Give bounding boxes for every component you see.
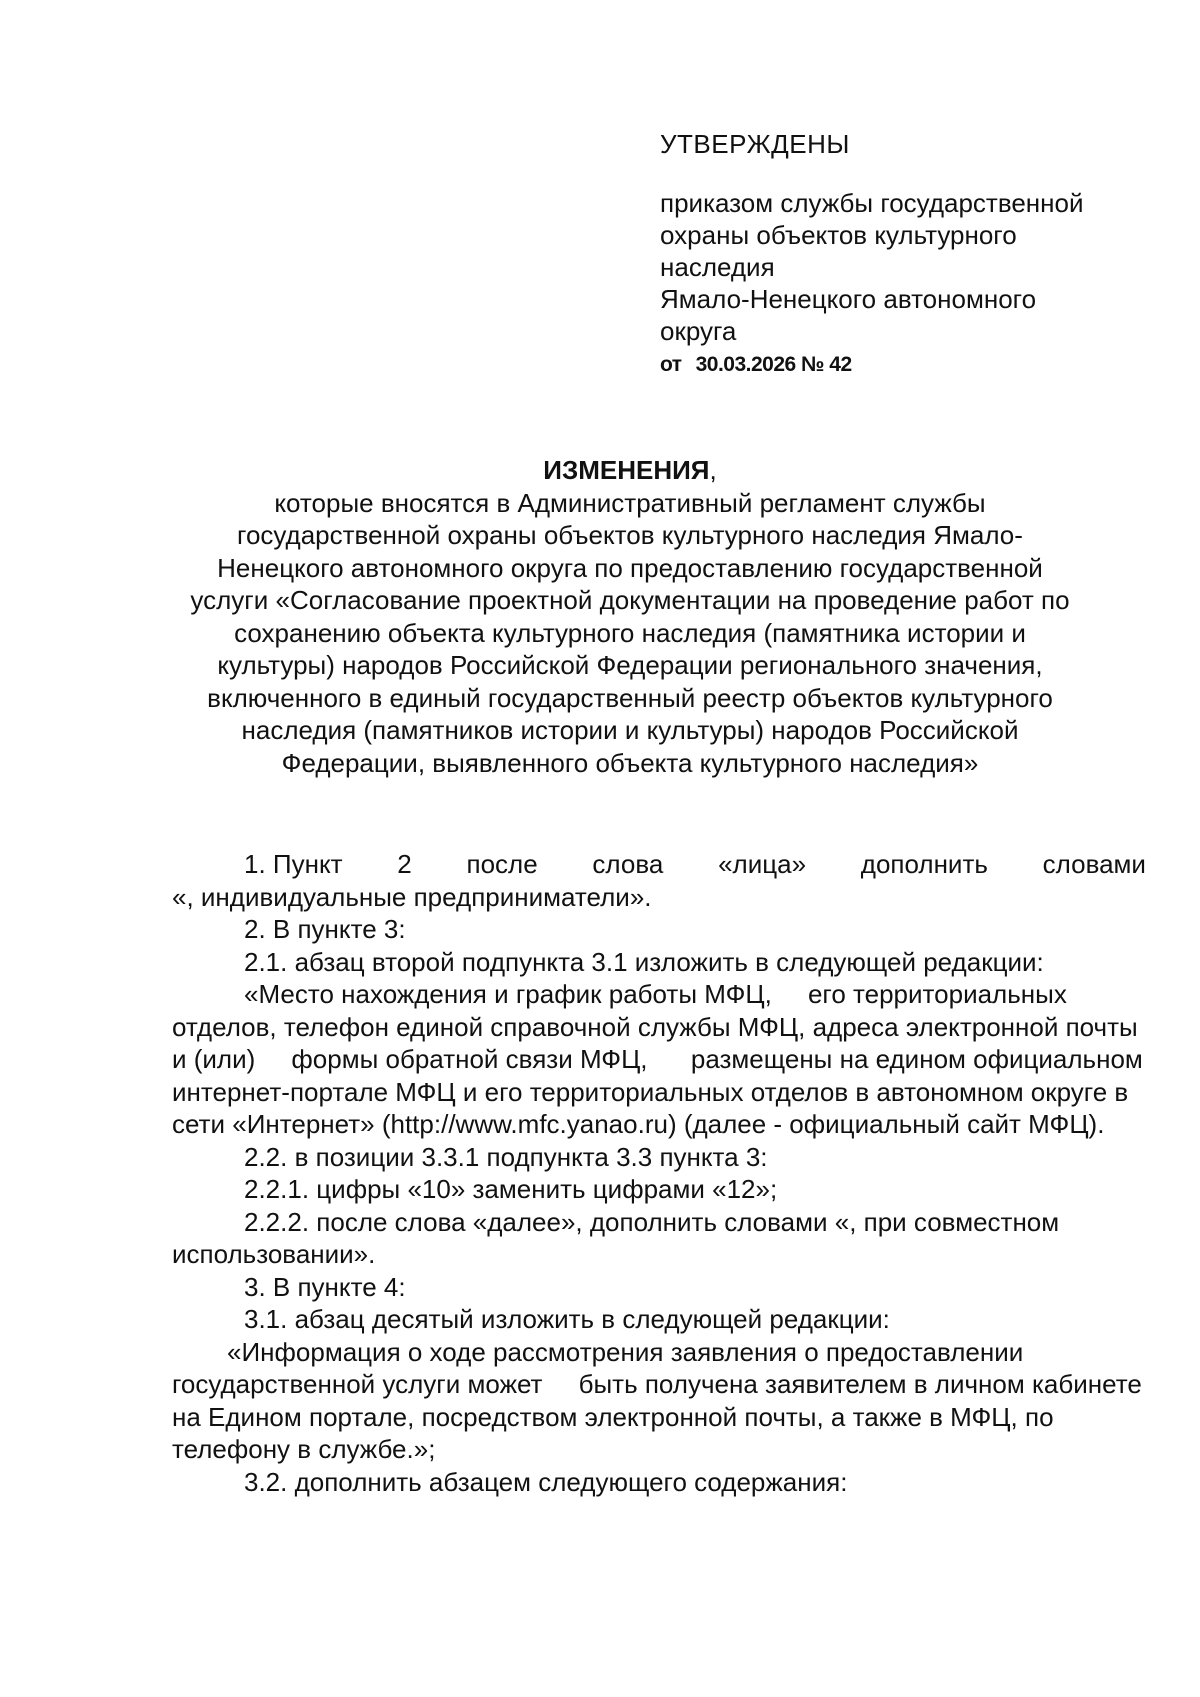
order-date bbox=[660, 351, 1140, 379]
paragraph-2-2: 2.2. в позиции 3.3.1 подпункта 3.3 пункта 3: bbox=[244, 1141, 768, 1172]
paragraph-2-2-1: 2.2.1. цифры «10» заменить цифрами «12»; bbox=[244, 1174, 778, 1204]
title-line: государственной охраны объектов культурного наследия Ямало- bbox=[237, 520, 1023, 550]
order-line: приказом службы государственной bbox=[660, 188, 1084, 218]
title-line: Федерации, выявленного объекта культурного наследия» bbox=[281, 747, 979, 778]
order-line: наследия bbox=[660, 252, 775, 282]
title-line: услуги «Согласование проектной документации на проведение работ по bbox=[190, 585, 1070, 615]
title-line: культуры) народов Российской Федерации регионального значения, bbox=[217, 650, 1043, 680]
date-value: 30.03.2026 № 42 bbox=[695, 353, 852, 376]
p1-word: дополнить bbox=[860, 849, 988, 879]
p1-word: слова bbox=[592, 849, 664, 879]
title-line: сохранению объекта культурного наследия (памятника истории и bbox=[234, 617, 1026, 648]
paragraph-3-2: 3.2. дополнить абзацем следующего содержания: bbox=[244, 1466, 848, 1497]
paragraph-1-continuation: «, индивидуальные предприниматели». bbox=[172, 881, 652, 912]
approval-block bbox=[660, 128, 1140, 379]
paragraph-2: 2. В пункте 3: bbox=[244, 914, 406, 944]
title-line: включенного в единый государственный реестр объектов культурного bbox=[207, 682, 1053, 713]
order-line: Ямало-Ненецкого автономного bbox=[660, 284, 1037, 314]
p1-word: после bbox=[466, 849, 538, 879]
p1-word: «лица» bbox=[718, 849, 807, 879]
title-line: наследия (памятников истории и культуры) народов Российской bbox=[241, 715, 1019, 745]
order-line: охраны объектов культурного bbox=[660, 220, 1017, 250]
p1-word: 1. Пункт bbox=[244, 849, 343, 879]
document-title bbox=[170, 454, 1090, 779]
title-heading bbox=[170, 454, 1090, 487]
paragraph-3-1-quote: «Информация о ходе рассмотрения заявления о предоставлении государственной услуги может быть получена заявителем в личном кабинете на Едином портале, посредством электронной почты, а также в МФЦ, по телефону в службе.»; bbox=[172, 1336, 1150, 1464]
paragraph-3: 3. В пункте 4: bbox=[244, 1271, 406, 1302]
p1-word: 2 bbox=[397, 849, 412, 879]
order-line: округа bbox=[660, 316, 737, 346]
heading-text: ИЗМЕНЕНИЯ bbox=[543, 455, 710, 485]
approved-label: УТВЕРЖДЕНЫ bbox=[660, 129, 850, 159]
paragraph-3-1: 3.1. абзац десятый изложить в следующей редакции: bbox=[244, 1304, 890, 1334]
p1-word: словами bbox=[1042, 849, 1146, 879]
order-reference bbox=[660, 187, 1140, 347]
paragraph-1-first-line bbox=[172, 848, 1146, 881]
paragraph-2-1-quote: «Место нахождения и график работы МФЦ, его территориальных отделов, телефон единой справочной службы МФЦ, адреса электронной почты и (или) формы обратной связи МФЦ, размещены на едином официальном интернет-портале МФЦ и его территориальных отделов в автономном округе в сети «Интернет» (http://www.mfc.yanao.ru) (далее - официальный сайт МФЦ). bbox=[172, 979, 1151, 1139]
document-body bbox=[172, 848, 1151, 1498]
title-line: Ненецкого автономного округа по предоставлению государственной bbox=[217, 552, 1043, 583]
heading-suffix: , bbox=[709, 455, 717, 485]
paragraph-2-2-2: 2.2.2. после слова «далее», дополнить словами «, при совместном использовании». bbox=[172, 1206, 1060, 1269]
paragraph-2-1: 2.1. абзац второй подпункта 3.1 изложить в следующей редакции: bbox=[244, 946, 1044, 977]
date-prefix: от bbox=[660, 353, 682, 376]
title-line: которые вносятся в Административный регламент службы bbox=[274, 487, 986, 518]
